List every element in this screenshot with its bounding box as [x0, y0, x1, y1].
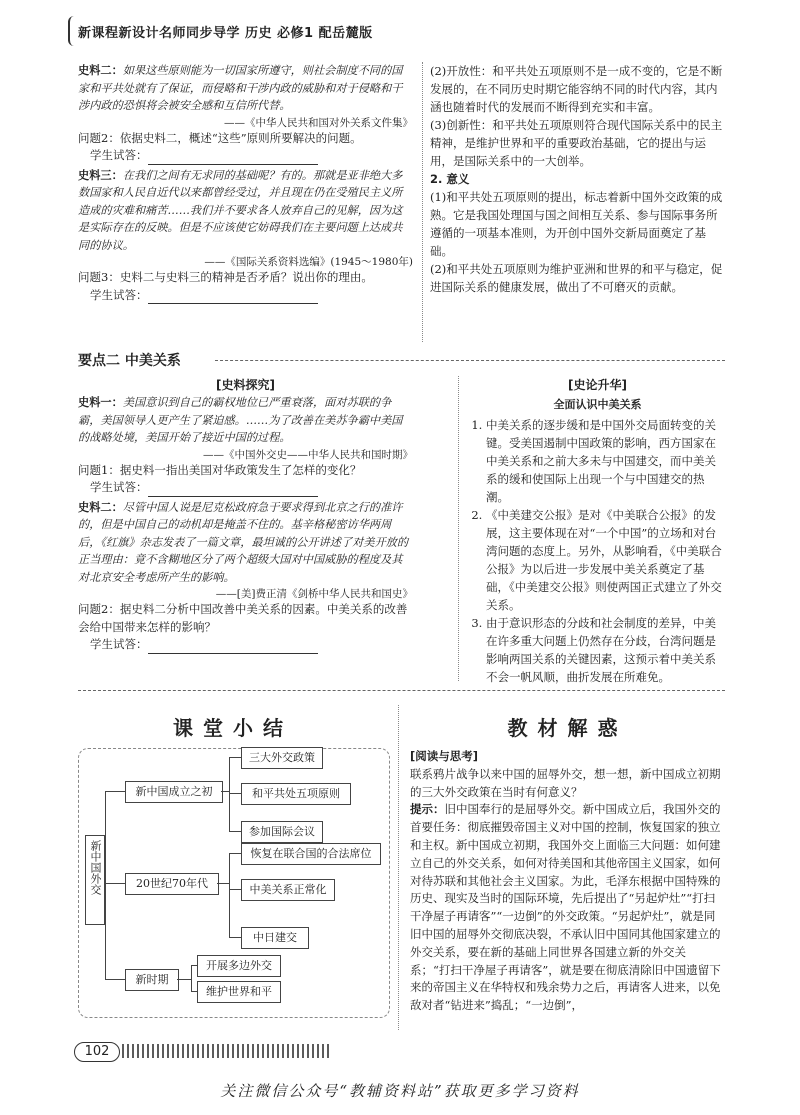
source-paragraph: 史料三：在我们之间有无求同的基础呢？有的。那就是亚非绝大多数国家和人民自近代以来都曾经受过，并且现在仍在受殖民主义所造成的灾难和痛苦……我们并不要求各人放弃自己的见解，因为这是实际存在的反映。但是不应该使它妨碍我们在主要问题上达成共同的协议。	[78, 168, 403, 252]
top-left-column	[78, 62, 413, 304]
textbook-section	[410, 748, 725, 1015]
header-bracket	[68, 16, 74, 46]
top-right-column	[430, 62, 725, 296]
subsection-subhead: 全面认识中美关系	[553, 398, 642, 411]
section-divider	[78, 690, 725, 691]
section2-left	[78, 394, 413, 654]
question: 问题2：依据史料二，概述“这些”原则所要解决的问题。	[78, 130, 362, 145]
leaf-node: 恢复在联合国的合法席位	[241, 843, 381, 865]
column-divider	[458, 376, 459, 681]
summary-diagram	[78, 748, 390, 1018]
source-paragraph: 史料二：尽管中国人说是尼克松政府急于要求得到北京之行的准许的，但是中国自己的动机却是掩盖不住的。基辛格秘密访华两周后，《红旗》杂志发表了一篇文章，最坦诚的公开讲述了对美开放的正当理由：竟不含糊地区分了两个超级大国对中国威胁的程度及其对北京安全考虑所产生的影响。	[78, 500, 409, 584]
leaf-node: 中日建交	[241, 927, 309, 949]
hint: 提示：旧中国奉行的是屈辱外交。新中国成立后，我国外交的首要任务：彻底摧毁帝国主义对中国的控制，恢复国家的独立和主权。新中国成立初期，我国外交上面临三大问题：如何建立自己的外交关系，如何对待美国和其他帝国主义国家，如何对待苏联和其他社会主义国家。为此，毛泽东根据中国特殊的历史、现实及当时的国际环境，先后提出了“另起炉灶”“打扫干净屋子再请客”“一边倒”的外交政策。“另起炉灶”，就是同旧中国的屈辱外交彻底决裂，不承认旧中国同其他国家建立的外交关系，要在新的基础上同世界各国建立新的外交关系；“打扫干净屋子再请客”，就是要在彻底清除旧中国遗留下来的帝国主义在华特权和残余势力之后，再请客人进来，以免敌对者“钻进来”捣乱；“一边倒”，	[410, 802, 721, 1013]
answer-line: 学生试答：	[78, 636, 413, 654]
source-paragraph: 史料二：如果这些原则能为一切国家所遵守，则社会制度不同的国家和平共处就有了保证，而侵略和干涉内政的威胁和对于侵略和干涉内政的恐惧将会被安全感和互信所代替。	[78, 64, 403, 112]
question: 问题3：史料二与史料三的精神是否矛盾？说出你的理由。	[78, 270, 373, 284]
source-paragraph: 史料一：美国意识到自己的霸权地位已严重衰落，面对苏联的争霸，美国领导人更产生了紧迫感。……为了改善在美苏争霸中美国的战略处境，美国开始了接近中国的过程。	[78, 396, 403, 444]
root-node: 新中国外交	[85, 835, 105, 925]
column-divider	[398, 705, 399, 1030]
subsection-head: [史料探究]	[216, 378, 275, 392]
source-citation: ——《中国外交史——中华人民共和国时期》	[203, 448, 413, 461]
summary-title: 课堂小结	[173, 716, 293, 740]
paragraph: (1)和平共处五项原则的提出，标志着新中国外交政策的成熟。它是我国处理国与国之间相互关系、参与国际事务所遵循的一项基本准则，为开创中国外交新局面奠定了基础。	[430, 190, 723, 258]
branch-node: 新中国成立之初	[125, 781, 223, 803]
question: 问题2：据史料二分析中国改善中美关系的因素。中美关系的改善会给中国带来怎样的影响？	[78, 602, 408, 634]
subsection-head: [阅读与思考]	[410, 749, 479, 763]
answer-line: 学生试答：	[78, 287, 413, 305]
leaf-node: 三大外交政策	[241, 747, 323, 769]
section2-right	[470, 416, 725, 686]
textbook-title: 教材解惑	[507, 716, 628, 740]
branch-node: 20世纪70年代	[125, 873, 219, 895]
page-number: 102	[74, 1042, 120, 1062]
subsection-head: [史论升华]	[568, 378, 627, 392]
source-citation: ——[美]费正清《剑桥中华人民共和国史》	[215, 588, 413, 600]
paragraph: (2)开放性：和平共处五项原则不是一成不变的，它是不断发展的，在不同历史时期它能容纳不同的时代内容，其内涵也随着时代的发展而不断得到充实和丰富。	[430, 64, 723, 114]
footer-pattern	[122, 1044, 332, 1058]
leaf-node: 开展多边外交	[197, 955, 281, 977]
answer-line: 学生试答：	[78, 147, 413, 165]
watermark-text: 关注微信公众号“教辅资料站”获取更多学习资料	[220, 1082, 580, 1100]
question: 问题1：据史料一指出美国对华政策发生了怎样的变化？	[78, 462, 362, 477]
column-divider	[422, 62, 423, 342]
leaf-node: 中美关系正常化	[241, 879, 335, 901]
answer-line: 学生试答：	[78, 479, 413, 497]
point-item: 3. 由于意识形态的分歧和社会制度的差异，中美在许多重大问题上仍然存在分歧，台湾问题是影响两国关系的关键因素，这预示着中美关系不会一帆风顺，曲折发展在所难免。	[486, 614, 725, 686]
page-header: 新课程新设计名师同步导学 历史 必修1 配岳麓版	[78, 26, 373, 41]
section-title: 要点二 中美关系	[78, 353, 181, 369]
leaf-node: 参加国际会议	[241, 821, 323, 843]
point-item: 2. 《中美建交公报》是对《中美联合公报》的发展，这主要体现在对“一个中国”的立场和对台湾问题的态度上。另外，从影响看，《中美联合公报》为以后进一步发展中美关系奠定了基础，《中美建交公报》则使两国正式建立了外交关系。	[486, 506, 725, 614]
source-citation: ——《中华人民共和国对外关系文件集》	[224, 116, 413, 129]
question: 联系鸦片战争以来中国的屈辱外交，想一想，新中国成立初期的三大外交政策在当时有何意义？	[410, 766, 721, 799]
leaf-node: 和平共处五项原则	[241, 783, 351, 805]
point-item: 1. 中美关系的逐步缓和是中国外交局面转变的关键。受美国遏制中国政策的影响，西方国家在中美关系和之前大多未与中国建交，而中美关系的缓和使国际上出现一个与中国建交的热潮。	[486, 416, 725, 506]
branch-node: 新时期	[125, 969, 179, 991]
section-divider	[215, 360, 725, 361]
subheading: 2. 意义	[430, 172, 470, 186]
paragraph: (3)创新性：和平共处五项原则符合现代国际关系中的民主精神，是维护世界和平的重要政治基础，它的提出与运用，是国际关系中的一大创举。	[430, 118, 723, 168]
paragraph: (2)和平共处五项原则为维护亚洲和世界的和平与稳定，促进国际关系的健康发展，做出了不可磨灭的贡献。	[430, 262, 723, 294]
source-citation: ——《国际关系资料选编》(1945～1980年)	[204, 256, 413, 268]
leaf-node: 维护世界和平	[197, 981, 281, 1003]
